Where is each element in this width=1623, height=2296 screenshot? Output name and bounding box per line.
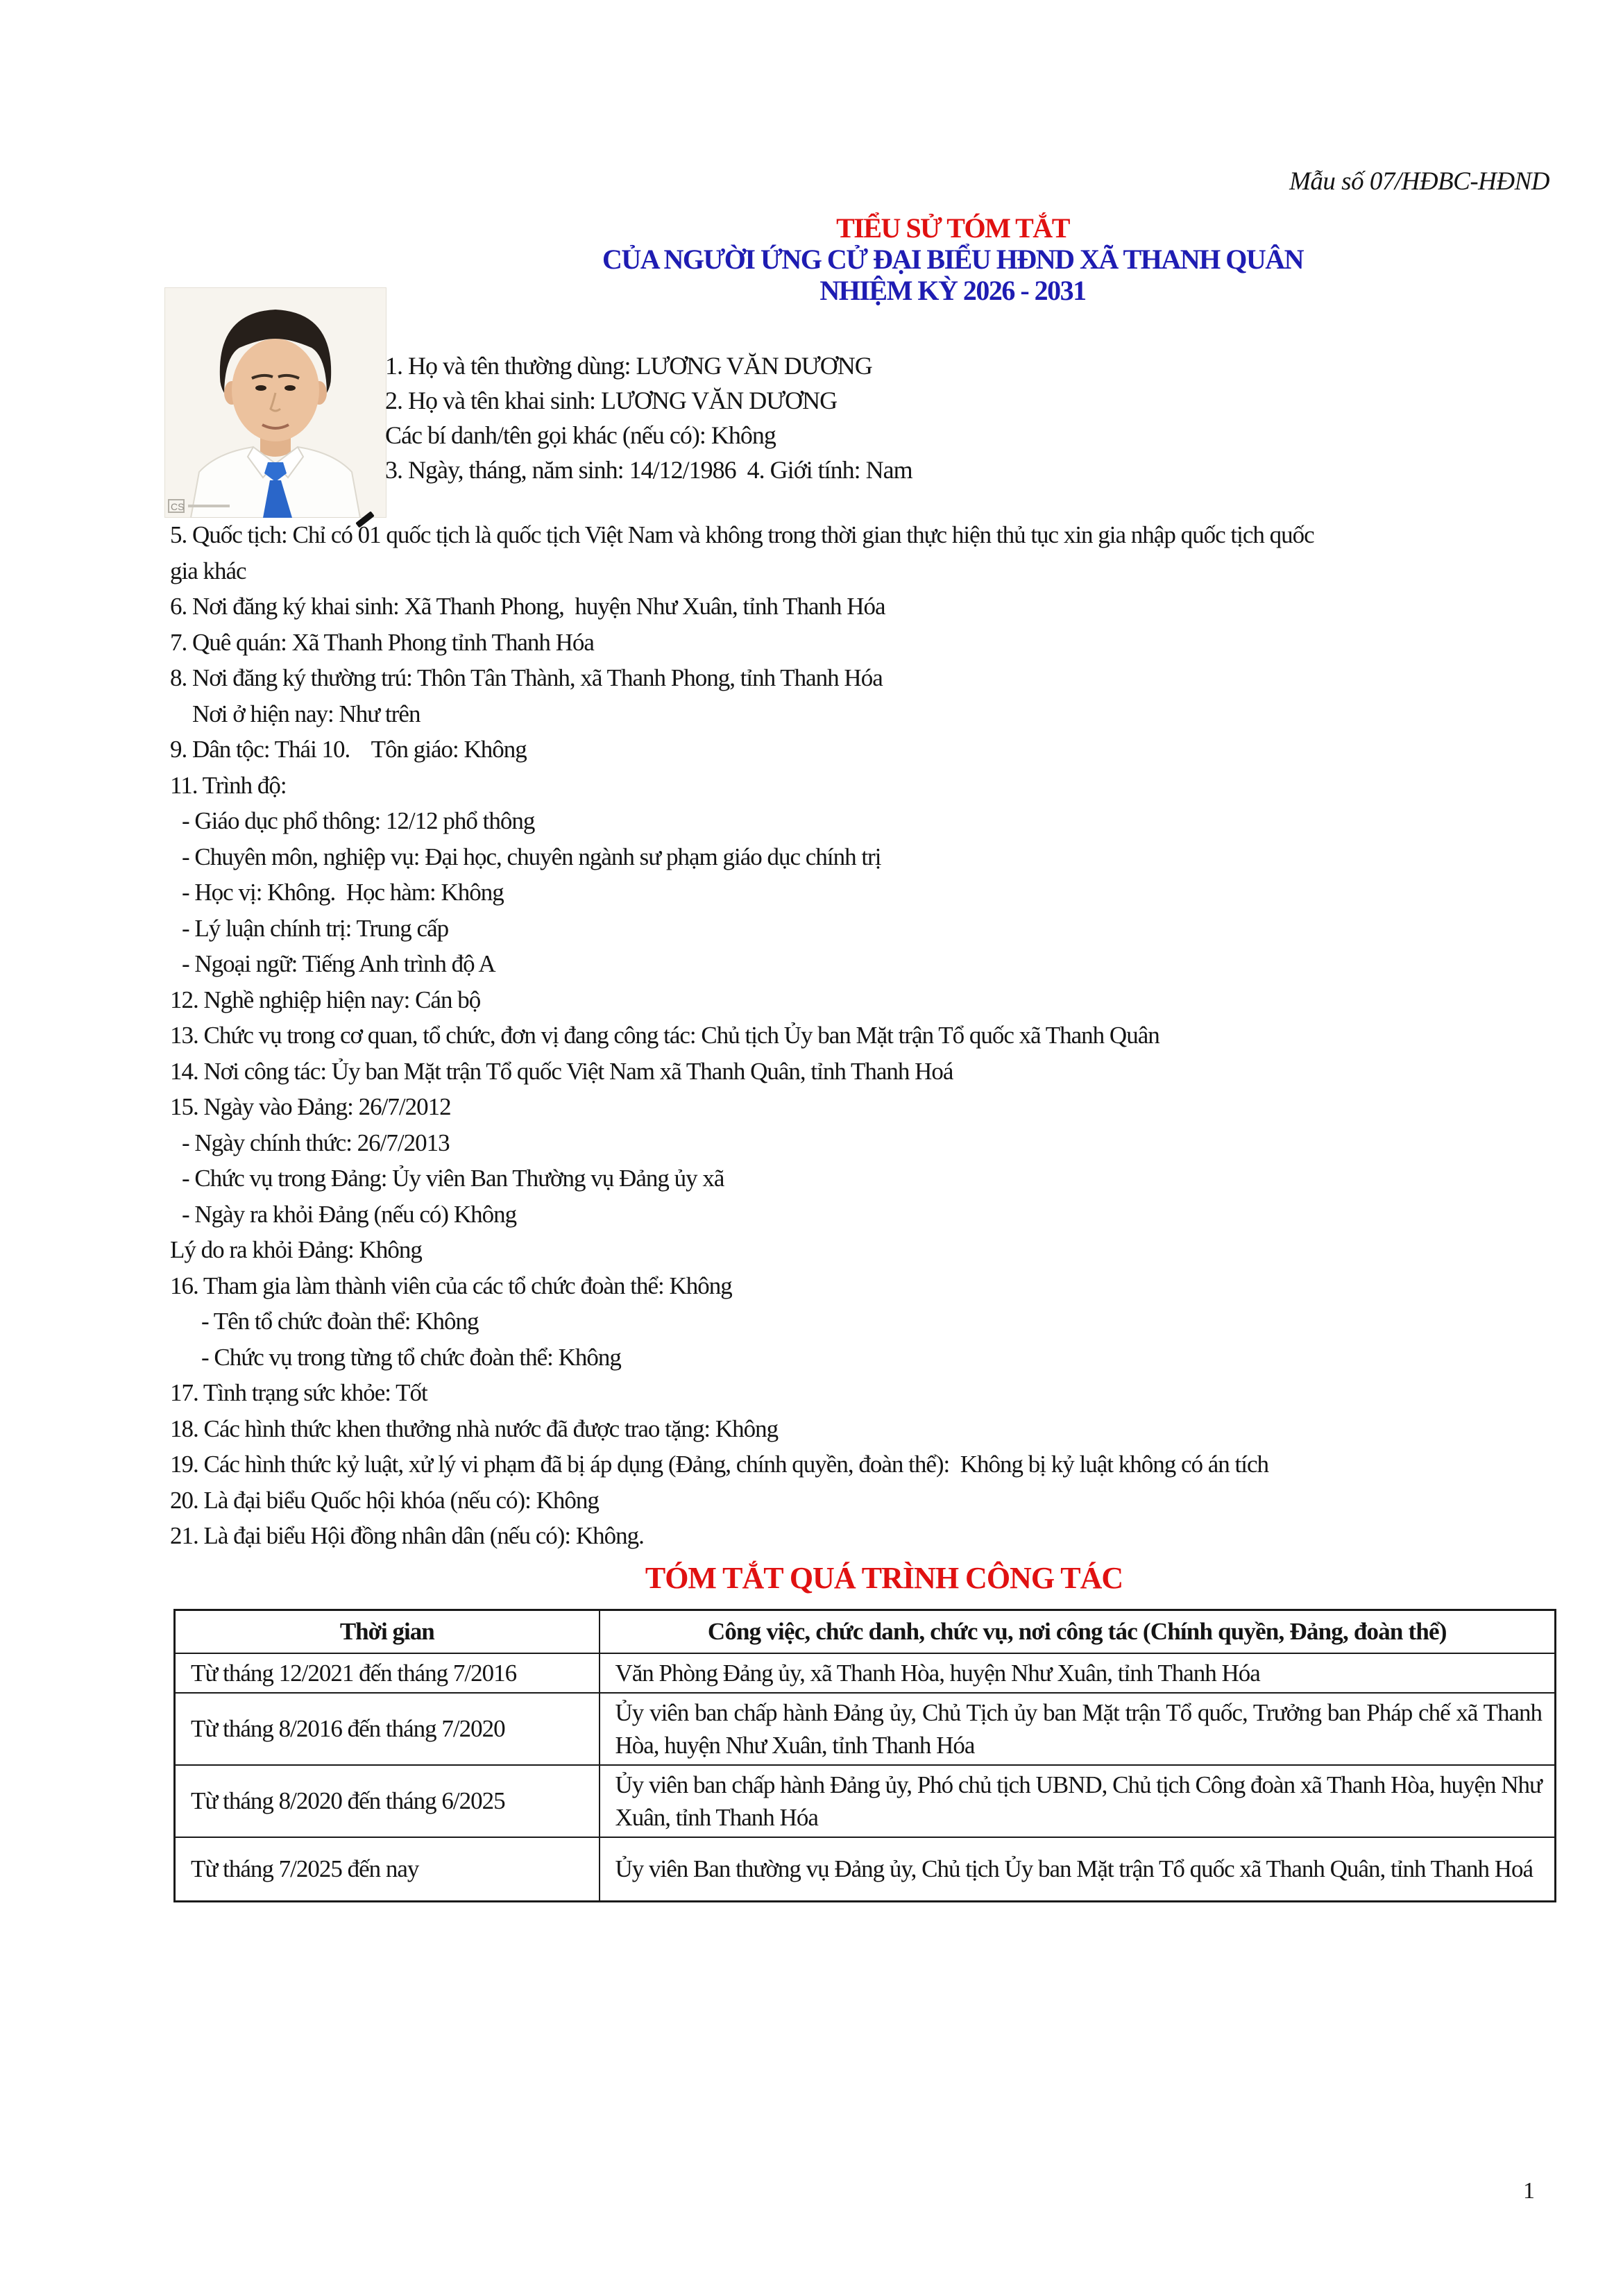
table-row bbox=[175, 1653, 1556, 1693]
detail-line: 18. Các hình thức khen thưởng nhà nước đã được trao tặng: Không bbox=[170, 1415, 779, 1442]
detail-line: - Chuyên môn, nghiệp vụ: Đại học, chuyên ngành sư phạm giáo dục chính trị bbox=[182, 843, 881, 870]
detail-line: 14. Nơi công tác: Ủy ban Mặt trận Tổ quốc Việt Nam xã Thanh Quân, tỉnh Thanh Hoá bbox=[170, 1057, 953, 1085]
table-row bbox=[175, 1765, 1556, 1837]
work-cell: Ủy viên ban chấp hành Đảng ủy, Phó chủ tịch UBND, Chủ tịch Công đoàn xã Thanh Hòa, huyện Như Xuân, tỉnh Thanh Hóa bbox=[600, 1765, 1556, 1837]
title-line-3: NHIỆM KỲ 2026 - 2031 bbox=[819, 275, 1086, 306]
basic-info-line: 2. Họ và tên khai sinh: LƯƠNG VĂN DƯƠNG bbox=[385, 387, 838, 414]
time-cell: Từ tháng 8/2020 đến tháng 6/2025 bbox=[175, 1765, 600, 1837]
detail-line: - Học vị: Không. Học hàm: Không bbox=[182, 879, 504, 906]
detail-line: 8. Nơi đăng ký thường trú: Thôn Tân Thành, xã Thanh Phong, tỉnh Thanh Hóa bbox=[170, 664, 883, 691]
detail-line: 20. Là đại biểu Quốc hội khóa (nếu có): Không bbox=[170, 1486, 599, 1514]
work-cell: Văn Phòng Đảng ủy, xã Thanh Hòa, huyện Như Xuân, tỉnh Thanh Hóa bbox=[600, 1653, 1556, 1693]
form-number: Mẫu số 07/HĐBC-HĐND bbox=[1289, 167, 1549, 196]
detail-line: - Lý luận chính trị: Trung cấp bbox=[182, 914, 449, 942]
time-cell: Từ tháng 12/2021 đến tháng 7/2016 bbox=[175, 1653, 600, 1693]
basic-info-block bbox=[385, 348, 912, 487]
detail-line: - Tên tổ chức đoàn thể: Không bbox=[201, 1308, 479, 1335]
detail-line: - Ngày ra khỏi Đảng (nếu có) Không bbox=[182, 1200, 517, 1228]
table-header-row bbox=[175, 1610, 1556, 1653]
table-row bbox=[175, 1837, 1556, 1902]
detail-line: 16. Tham gia làm thành viên của các tổ chức đoàn thể: Không bbox=[170, 1272, 732, 1299]
career-heading: TÓM TẮT QUÁ TRÌNH CÔNG TÁC bbox=[645, 1561, 1123, 1595]
basic-info-line: 1. Họ và tên thường dùng: LƯƠNG VĂN DƯƠNG bbox=[385, 352, 872, 380]
detail-line: 13. Chức vụ trong cơ quan, tổ chức, đơn vị đang công tác: Chủ tịch Ủy ban Mặt trận Tổ quốc xã Thanh Quân bbox=[170, 1022, 1159, 1049]
detail-line: - Chức vụ trong từng tổ chức đoàn thể: Không bbox=[201, 1343, 621, 1371]
detail-line: 9. Dân tộc: Thái 10. Tôn giáo: Không bbox=[170, 736, 527, 763]
table-header-time: Thời gian bbox=[175, 1610, 600, 1653]
career-table bbox=[173, 1609, 1556, 1902]
detail-line: 6. Nơi đăng ký khai sinh: Xã Thanh Phong, huyện Như Xuân, tỉnh Thanh Hóa bbox=[170, 593, 885, 620]
detail-line: - Ngoại ngữ: Tiếng Anh trình độ A bbox=[182, 950, 495, 977]
detail-line: - Ngày chính thức: 26/7/2013 bbox=[182, 1129, 450, 1156]
detail-line: 5. Quốc tịch: Chỉ có 01 quốc tịch là quốc tịch Việt Nam và không trong thời gian thực hiện thủ tục xin gia nhập quốc tịch quốc bbox=[170, 521, 1314, 548]
candidate-photo-illustration bbox=[164, 287, 386, 518]
basic-info-line: 3. Ngày, tháng, năm sinh: 14/12/1986 4. Giới tính: Nam bbox=[385, 456, 912, 484]
time-cell: Từ tháng 8/2016 đến tháng 7/2020 bbox=[175, 1693, 600, 1765]
detail-line: 21. Là đại biểu Hội đồng nhân dân (nếu có): Không. bbox=[170, 1522, 644, 1549]
work-cell: Ủy viên Ban thường vụ Đảng ủy, Chủ tịch Ủy ban Mặt trận Tổ quốc xã Thanh Quân, tỉnh Thanh Hoá bbox=[600, 1837, 1556, 1902]
work-cell: Ủy viên ban chấp hành Đảng ủy, Chủ Tịch ủy ban Mặt trận Tổ quốc, Trưởng ban Pháp chế xã Thanh Hòa, huyện Như Xuân, tỉnh Thanh Hóa bbox=[600, 1693, 1556, 1765]
detail-line: 19. Các hình thức kỷ luật, xử lý vi phạm đã bị áp dụng (Đảng, chính quyền, đoàn thể): Không bị kỷ luật không có án tích bbox=[170, 1451, 1269, 1478]
table-header-work: Công việc, chức danh, chức vụ, nơi công tác (Chính quyền, Đảng, đoàn thể) bbox=[600, 1610, 1556, 1653]
detail-line: 7. Quê quán: Xã Thanh Phong tỉnh Thanh Hóa bbox=[170, 628, 594, 656]
detail-line: gia khác bbox=[170, 557, 246, 584]
detail-line: 11. Trình độ: bbox=[170, 771, 287, 799]
detail-line: - Chức vụ trong Đảng: Ủy viên Ban Thường vụ Đảng ủy xã bbox=[182, 1165, 724, 1192]
detail-line: - Giáo dục phổ thông: 12/12 phổ thông bbox=[182, 807, 535, 834]
table-row bbox=[175, 1693, 1556, 1765]
title-line-1: TIỂU SỬ TÓM TẮT bbox=[836, 212, 1069, 244]
document-title bbox=[280, 212, 1623, 306]
detail-line: 17. Tình trạng sức khỏe: Tốt bbox=[170, 1379, 427, 1406]
title-line-2: CỦA NGƯỜI ỨNG CỬ ĐẠI BIỂU HĐND XÃ THANH QUÂN bbox=[602, 244, 1303, 275]
detail-line: Nơi ở hiện nay: Như trên bbox=[192, 700, 420, 727]
page-number: 1 bbox=[1523, 2178, 1535, 2204]
detail-line: Lý do ra khỏi Đảng: Không bbox=[170, 1236, 422, 1263]
photo-watermark: CS bbox=[171, 501, 185, 512]
basic-info-line: Các bí danh/tên gọi khác (nếu có): Không bbox=[385, 421, 776, 449]
detail-line: 15. Ngày vào Đảng: 26/7/2012 bbox=[170, 1093, 451, 1120]
details-block bbox=[170, 517, 1565, 1554]
time-cell: Từ tháng 7/2025 đến nay bbox=[175, 1837, 600, 1902]
detail-line: 12. Nghề nghiệp hiện nay: Cán bộ bbox=[170, 986, 481, 1013]
candidate-photo bbox=[164, 287, 386, 518]
